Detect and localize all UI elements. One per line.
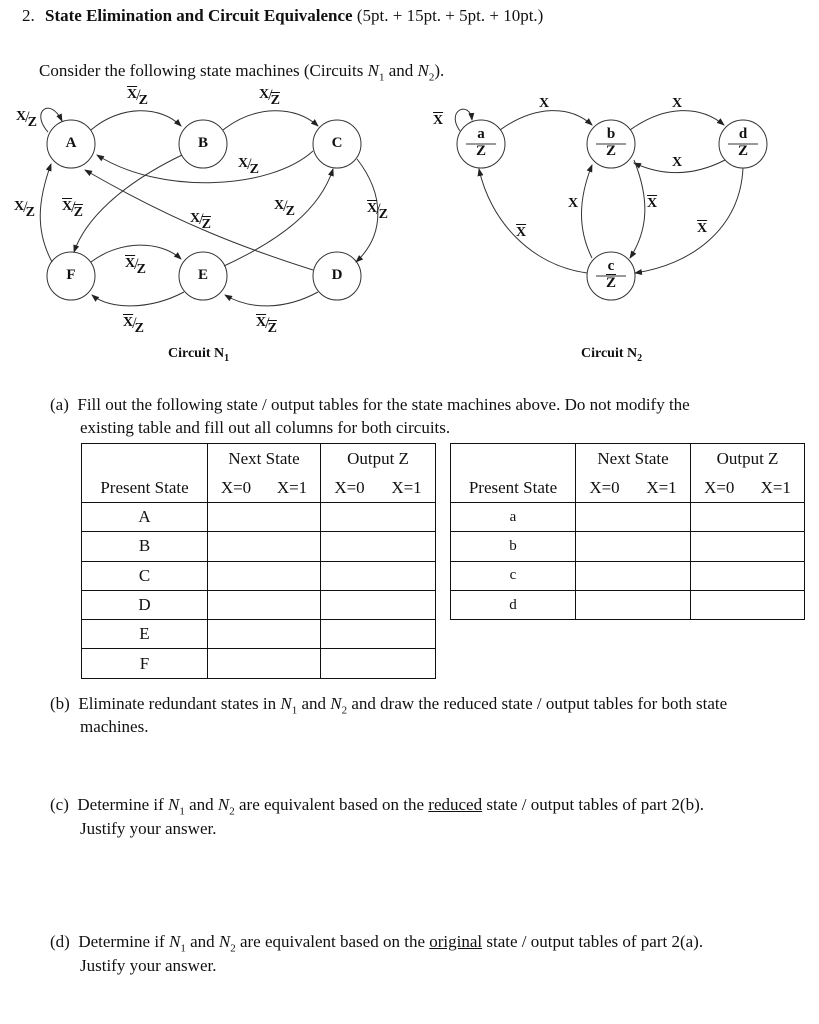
edge-e-c <box>224 169 333 266</box>
state-table-n1: Present State Next State X=0 X=1 Output Z X=0 X=1 A B C D E F <box>81 443 436 679</box>
intro-text: Consider the following state machines (Circuits $N_1$ and $N_2$). <box>39 61 445 84</box>
part-d-text: (d) Determine if $N_1$ and $N_2$ are equivalent based on the original state / output tables of part 2(a). <box>50 932 704 955</box>
edge2-a-b <box>500 111 592 130</box>
circuit-n2-caption: Circuit $N_2$ <box>581 346 643 364</box>
table-row: d <box>451 590 805 619</box>
state-table-n2: Present State Next State X=0 X=1 Output Z X=0 X=1 a b c d <box>450 443 805 620</box>
part-a-text: (a) Fill out the following state / output tables for the state machines above. Do not modify the <box>50 395 690 414</box>
output-cell[interactable] <box>691 561 805 590</box>
part-b-text-2: machines. <box>80 717 149 736</box>
next-state-cell[interactable] <box>576 532 691 561</box>
table-row: E <box>82 620 436 649</box>
next-state-cell[interactable] <box>576 503 691 532</box>
next-state-cell[interactable] <box>208 561 321 590</box>
table-row: D <box>82 590 436 619</box>
edge-b-c <box>223 111 318 130</box>
next-state-cell[interactable] <box>576 561 691 590</box>
next-state-cell[interactable] <box>208 649 321 678</box>
part-a-text-2: existing table and fill out all columns for both circuits. <box>80 418 451 437</box>
table-row: B <box>82 532 436 561</box>
label-d-a: $X/\overline{Z}$ <box>190 211 211 232</box>
edge-a-a <box>41 108 62 132</box>
edge2-b-c <box>630 160 645 258</box>
next-state-cell[interactable] <box>208 503 321 532</box>
edge2-d-c <box>635 168 743 273</box>
label2-d-b: X <box>672 155 683 170</box>
label-b-c: $X/\overline{Z}$ <box>259 87 280 108</box>
label2-d-c: $\overline{X}$ <box>697 221 708 236</box>
problem-number: 2. <box>22 6 35 25</box>
output-cell[interactable] <box>691 590 805 619</box>
next-state-cell[interactable] <box>208 532 321 561</box>
table-row: C <box>82 561 436 590</box>
state-e-label: E <box>197 267 208 283</box>
output-cell[interactable] <box>321 620 436 649</box>
part-b-text: (b) Eliminate redundant states in $N_1$ and $N_2$ and draw the reduced state / output tables for both state <box>50 694 728 717</box>
edge-e-f <box>92 292 184 306</box>
label2-c-b: X <box>568 196 579 211</box>
part-d-text-2: Justify your answer. <box>80 956 217 975</box>
output-cell[interactable] <box>321 561 436 590</box>
edge-c-a <box>97 151 313 183</box>
label-b-f: $\overline{X}/\overline{Z}$ <box>62 199 83 220</box>
edge-d-e <box>225 292 318 306</box>
state-a2: a Z <box>475 126 486 159</box>
label-d-e: $\overline{X}/\overline{Z}$ <box>256 315 277 336</box>
table-row: F <box>82 649 436 678</box>
edge2-b-d <box>630 111 724 130</box>
label-c-d: $\overline{X}/Z$ <box>367 201 388 222</box>
state-c-label: C <box>331 135 343 151</box>
edge2-c-b <box>582 165 593 258</box>
label-f-a: X/Z <box>14 199 35 220</box>
state-b-label: B <box>197 135 208 151</box>
edge-a-b <box>91 111 181 130</box>
output-cell[interactable] <box>691 532 805 561</box>
label-a-a: X/Z <box>16 109 37 130</box>
output-cell[interactable] <box>321 503 436 532</box>
next-state-cell[interactable] <box>208 620 321 649</box>
table-row: c <box>451 561 805 590</box>
problem-points: (5pt. + 15pt. + 5pt. + 10pt.) <box>356 6 544 25</box>
circuit-n1-caption: Circuit $N_1$ <box>168 346 230 364</box>
label2-b-d: X <box>672 96 683 111</box>
edge-f-a <box>40 164 52 262</box>
label-f-e: $\overline{X}/Z$ <box>125 256 146 277</box>
label2-a-a: $\overline{X}$ <box>433 113 444 128</box>
table-row: b <box>451 532 805 561</box>
part-c-text: (c) Determine if $N_1$ and $N_2$ are equivalent based on the reduced state / output tables of part 2(b). <box>50 795 704 818</box>
state-f-label: F <box>66 267 76 283</box>
part-c-text-2: Justify your answer. <box>80 819 217 838</box>
output-cell[interactable] <box>691 503 805 532</box>
table-row: A <box>82 503 436 532</box>
output-cell[interactable] <box>321 649 436 678</box>
label2-c-a: $\overline{X}$ <box>516 225 527 240</box>
label-c-a: X/Z <box>238 156 259 177</box>
next-state-cell[interactable] <box>208 590 321 619</box>
edge2-c-a <box>479 169 587 273</box>
output-cell[interactable] <box>321 532 436 561</box>
output-cell[interactable] <box>321 590 436 619</box>
label2-b-c: $\overline{X}$ <box>647 196 658 211</box>
label-a-b: $\overline{X}/Z$ <box>127 87 148 108</box>
next-state-cell[interactable] <box>576 590 691 619</box>
state-a-label: A <box>65 135 77 151</box>
table-row: a <box>451 503 805 532</box>
state-b2: b Z <box>605 126 616 159</box>
state-c2: c $\overline{Z}$ <box>605 258 616 291</box>
label2-a-b: X <box>539 96 550 111</box>
state-d-label: D <box>331 267 343 283</box>
label-e-c: X/Z <box>274 198 295 219</box>
label-e-f: $\overline{X}/Z$ <box>123 315 144 336</box>
state-d2: d Z <box>737 126 748 159</box>
problem-title: State Elimination and Circuit Equivalence <box>45 6 353 25</box>
